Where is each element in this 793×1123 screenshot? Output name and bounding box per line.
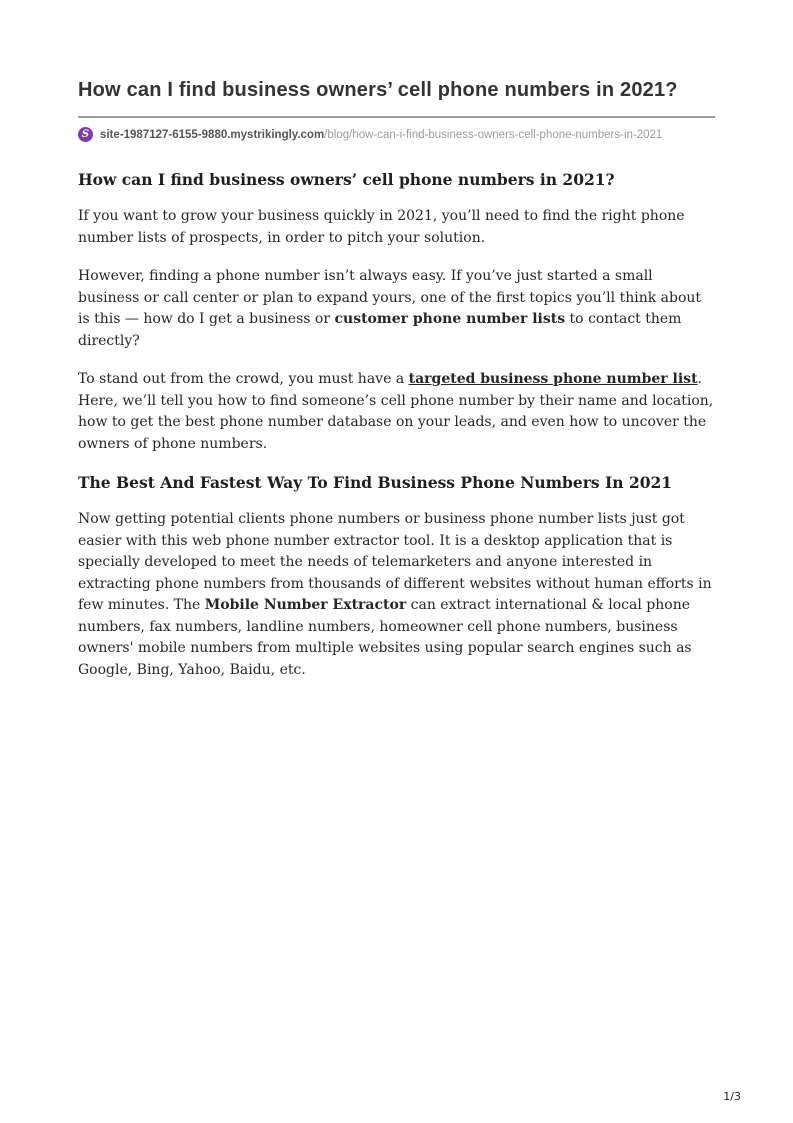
url-path: /blog/how-can-i-find-business-owners-cell-phone-numbers-in-2021 — [324, 128, 663, 141]
url-domain: site-1987127-6155-9880.mystrikingly.com — [100, 128, 325, 141]
header-divider — [78, 116, 715, 118]
paragraph-however-text-before: However, finding a phone number isn’t always easy. If you’ve just started a small business or call center or plan to expand yours, one of the first topics you’ll think about is this — how do I get a business or — [78, 268, 702, 327]
bold-customer-phone-number-lists: customer phone number lists — [334, 311, 566, 327]
targeted-business-phone-number-list-link[interactable]: targeted business phone number list — [408, 371, 698, 387]
print-header — [78, 76, 715, 142]
article-body — [78, 169, 715, 681]
paragraph-extractor-text-before: Now getting potential clients phone numbers or business phone number lists just got easier with this web phone number extractor tool. It is a desktop application that is specially developed to meet the needs of telemarketers and anyone interested in extracting phone numbers from thousands of different websites without human efforts in few minutes. The — [78, 511, 712, 613]
paragraph-intro — [78, 206, 715, 249]
paragraph-extractor-text-after: can extract international & local phone numbers, fax numbers, landline numbers, homeowner cell phone numbers, business owners' mobile numbers from multiple websites using popular search engines such as Google, Bing, Yahoo, Baidu, etc. — [78, 597, 692, 678]
section-heading-best-way: The Best And Fastest Way To Find Business Phone Numbers In 2021 — [78, 473, 673, 492]
paragraph-however-text-after: to contact them directly? — [78, 311, 682, 349]
source-url — [100, 129, 662, 141]
favicon-letter: S — [81, 129, 90, 140]
article-heading: How can I find business owners’ cell phone numbers in 2021? — [78, 170, 615, 189]
paragraph-stand-out — [78, 369, 715, 455]
source-url-row — [78, 127, 715, 142]
strikingly-favicon-icon — [78, 127, 93, 142]
paragraph-extractor — [78, 509, 715, 681]
page-number: 1/3 — [723, 1090, 741, 1103]
paragraph-stand-out-text-before: To stand out from the crowd, you must have a — [78, 371, 409, 387]
paragraph-intro-text: If you want to grow your business quickly in 2021, you’ll need to find the right phone number lists of prospects, in order to pitch your solution. — [78, 208, 685, 246]
paragraph-however — [78, 266, 715, 352]
bold-mobile-number-extractor: Mobile Number Extractor — [204, 597, 407, 613]
paragraph-stand-out-text-after: . Here, we’ll tell you how to find someone’s cell phone number by their name and location, how to get the best phone number database on your leads, and even how to uncover the owners of phone numbers. — [78, 371, 714, 452]
page-title: How can I find business owners’ cell phone numbers in 2021? — [78, 79, 678, 101]
